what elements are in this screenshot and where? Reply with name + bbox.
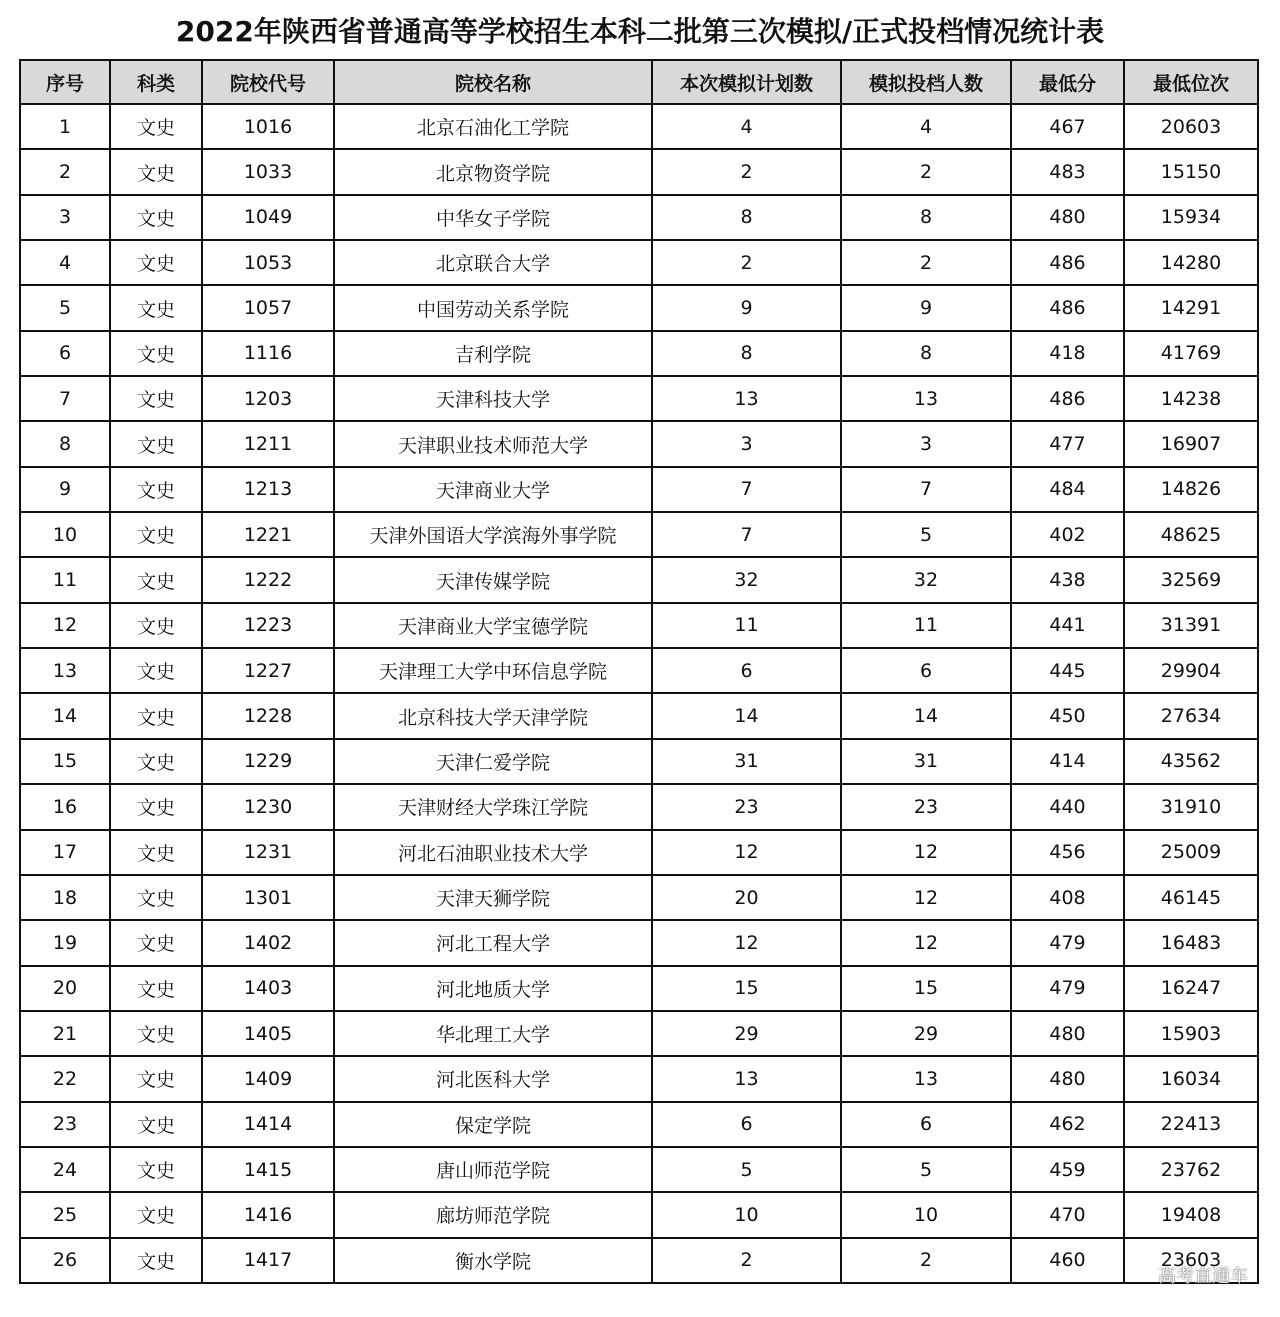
cell-admitted-count: 9 xyxy=(841,285,1011,330)
cell-school-name: 廊坊师范学院 xyxy=(334,1192,652,1237)
cell-min-score: 467 xyxy=(1011,104,1124,149)
cell-category: 文史 xyxy=(110,1102,202,1147)
cell-school-name: 河北石油职业技术大学 xyxy=(334,830,652,875)
cell-plan-count: 10 xyxy=(652,1192,841,1237)
cell-seq: 18 xyxy=(20,875,110,920)
cell-seq: 16 xyxy=(20,784,110,829)
table-row xyxy=(20,149,1258,194)
cell-admitted-count: 15 xyxy=(841,966,1011,1011)
table-header-row xyxy=(20,60,1258,104)
cell-seq: 12 xyxy=(20,603,110,648)
cell-min-rank: 15903 xyxy=(1124,1011,1258,1056)
cell-plan-count: 20 xyxy=(652,875,841,920)
cell-school-code: 1415 xyxy=(202,1147,334,1192)
cell-min-score: 470 xyxy=(1011,1192,1124,1237)
cell-min-rank: 14826 xyxy=(1124,467,1258,512)
cell-plan-count: 32 xyxy=(652,557,841,602)
table-row xyxy=(20,376,1258,421)
cell-category: 文史 xyxy=(110,376,202,421)
cell-school-name: 天津仁爱学院 xyxy=(334,739,652,784)
table-row xyxy=(20,1192,1258,1237)
cell-school-code: 1301 xyxy=(202,875,334,920)
cell-plan-count: 9 xyxy=(652,285,841,330)
cell-school-code: 1116 xyxy=(202,331,334,376)
cell-min-score: 459 xyxy=(1011,1147,1124,1192)
table-row xyxy=(20,648,1258,693)
cell-min-score: 460 xyxy=(1011,1238,1124,1283)
cell-school-name: 北京物资学院 xyxy=(334,149,652,194)
cell-seq: 23 xyxy=(20,1102,110,1147)
cell-min-rank: 15150 xyxy=(1124,149,1258,194)
cell-school-name: 天津商业大学 xyxy=(334,467,652,512)
cell-school-code: 1223 xyxy=(202,603,334,648)
cell-school-code: 1409 xyxy=(202,1056,334,1101)
cell-min-rank: 14238 xyxy=(1124,376,1258,421)
cell-admitted-count: 2 xyxy=(841,1238,1011,1283)
table-row xyxy=(20,920,1258,965)
cell-school-code: 1403 xyxy=(202,966,334,1011)
cell-school-name: 河北地质大学 xyxy=(334,966,652,1011)
cell-plan-count: 4 xyxy=(652,104,841,149)
cell-seq: 19 xyxy=(20,920,110,965)
cell-admitted-count: 6 xyxy=(841,648,1011,693)
cell-plan-count: 29 xyxy=(652,1011,841,1056)
cell-admitted-count: 32 xyxy=(841,557,1011,602)
cell-seq: 8 xyxy=(20,421,110,466)
cell-category: 文史 xyxy=(110,603,202,648)
cell-seq: 13 xyxy=(20,648,110,693)
cell-school-name: 北京联合大学 xyxy=(334,240,652,285)
cell-seq: 1 xyxy=(20,104,110,149)
cell-seq: 7 xyxy=(20,376,110,421)
cell-seq: 5 xyxy=(20,285,110,330)
cell-category: 文史 xyxy=(110,149,202,194)
cell-admitted-count: 7 xyxy=(841,467,1011,512)
table-row xyxy=(20,784,1258,829)
table-row xyxy=(20,830,1258,875)
cell-seq: 2 xyxy=(20,149,110,194)
cell-admitted-count: 2 xyxy=(841,240,1011,285)
cell-min-score: 486 xyxy=(1011,376,1124,421)
cell-plan-count: 8 xyxy=(652,331,841,376)
cell-school-name: 天津传媒学院 xyxy=(334,557,652,602)
cell-min-score: 456 xyxy=(1011,830,1124,875)
cell-school-code: 1417 xyxy=(202,1238,334,1283)
cell-min-score: 483 xyxy=(1011,149,1124,194)
cell-school-name: 中华女子学院 xyxy=(334,195,652,240)
cell-seq: 24 xyxy=(20,1147,110,1192)
cell-school-code: 1033 xyxy=(202,149,334,194)
cell-min-score: 480 xyxy=(1011,1011,1124,1056)
cell-min-score: 414 xyxy=(1011,739,1124,784)
cell-min-rank: 25009 xyxy=(1124,830,1258,875)
cell-seq: 17 xyxy=(20,830,110,875)
cell-school-name: 北京石油化工学院 xyxy=(334,104,652,149)
cell-school-code: 1230 xyxy=(202,784,334,829)
table-row xyxy=(20,1056,1258,1101)
cell-min-score: 450 xyxy=(1011,693,1124,738)
cell-category: 文史 xyxy=(110,512,202,557)
table-row xyxy=(20,195,1258,240)
cell-min-score: 480 xyxy=(1011,195,1124,240)
cell-category: 文史 xyxy=(110,467,202,512)
cell-category: 文史 xyxy=(110,557,202,602)
cell-min-score: 408 xyxy=(1011,875,1124,920)
cell-admitted-count: 6 xyxy=(841,1102,1011,1147)
cell-school-code: 1221 xyxy=(202,512,334,557)
table-row xyxy=(20,104,1258,149)
cell-category: 文史 xyxy=(110,1192,202,1237)
cell-plan-count: 2 xyxy=(652,149,841,194)
cell-plan-count: 5 xyxy=(652,1147,841,1192)
cell-school-code: 1414 xyxy=(202,1102,334,1147)
cell-admitted-count: 13 xyxy=(841,376,1011,421)
cell-school-code: 1416 xyxy=(202,1192,334,1237)
cell-category: 文史 xyxy=(110,240,202,285)
cell-seq: 14 xyxy=(20,693,110,738)
cell-plan-count: 2 xyxy=(652,1238,841,1283)
cell-category: 文史 xyxy=(110,104,202,149)
cell-min-score: 486 xyxy=(1011,240,1124,285)
cell-plan-count: 6 xyxy=(652,648,841,693)
cell-category: 文史 xyxy=(110,648,202,693)
cell-category: 文史 xyxy=(110,195,202,240)
cell-plan-count: 14 xyxy=(652,693,841,738)
cell-school-name: 北京科技大学天津学院 xyxy=(334,693,652,738)
cell-min-score: 440 xyxy=(1011,784,1124,829)
cell-school-name: 华北理工大学 xyxy=(334,1011,652,1056)
cell-admitted-count: 4 xyxy=(841,104,1011,149)
cell-school-name: 唐山师范学院 xyxy=(334,1147,652,1192)
cell-min-score: 484 xyxy=(1011,467,1124,512)
table-row xyxy=(20,240,1258,285)
cell-seq: 11 xyxy=(20,557,110,602)
table-row xyxy=(20,1238,1258,1283)
cell-min-rank: 16034 xyxy=(1124,1056,1258,1101)
cell-min-rank: 22413 xyxy=(1124,1102,1258,1147)
column-header-min-rank: 最低位次 xyxy=(1124,60,1258,104)
cell-admitted-count: 11 xyxy=(841,603,1011,648)
cell-min-score: 441 xyxy=(1011,603,1124,648)
cell-admitted-count: 8 xyxy=(841,195,1011,240)
cell-admitted-count: 5 xyxy=(841,1147,1011,1192)
table-row xyxy=(20,603,1258,648)
cell-min-rank: 14291 xyxy=(1124,285,1258,330)
cell-min-rank: 14280 xyxy=(1124,240,1258,285)
cell-min-score: 480 xyxy=(1011,1056,1124,1101)
cell-admitted-count: 2 xyxy=(841,149,1011,194)
cell-category: 文史 xyxy=(110,830,202,875)
table-row xyxy=(20,693,1258,738)
column-header-admitted-count: 模拟投档人数 xyxy=(841,60,1011,104)
cell-min-score: 477 xyxy=(1011,421,1124,466)
cell-min-rank: 48625 xyxy=(1124,512,1258,557)
cell-category: 文史 xyxy=(110,331,202,376)
cell-min-score: 438 xyxy=(1011,557,1124,602)
cell-school-name: 衡水学院 xyxy=(334,1238,652,1283)
cell-category: 文史 xyxy=(110,875,202,920)
cell-school-code: 1049 xyxy=(202,195,334,240)
cell-min-score: 445 xyxy=(1011,648,1124,693)
table-row xyxy=(20,1102,1258,1147)
table-row xyxy=(20,331,1258,376)
cell-seq: 4 xyxy=(20,240,110,285)
cell-seq: 6 xyxy=(20,331,110,376)
cell-school-name: 天津外国语大学滨海外事学院 xyxy=(334,512,652,557)
cell-min-rank: 16907 xyxy=(1124,421,1258,466)
cell-plan-count: 15 xyxy=(652,966,841,1011)
cell-category: 文史 xyxy=(110,693,202,738)
cell-plan-count: 13 xyxy=(652,1056,841,1101)
table-row xyxy=(20,966,1258,1011)
cell-plan-count: 13 xyxy=(652,376,841,421)
cell-admitted-count: 14 xyxy=(841,693,1011,738)
cell-plan-count: 23 xyxy=(652,784,841,829)
cell-category: 文史 xyxy=(110,739,202,784)
cell-school-name: 天津天狮学院 xyxy=(334,875,652,920)
table-row xyxy=(20,739,1258,784)
cell-seq: 3 xyxy=(20,195,110,240)
cell-plan-count: 7 xyxy=(652,512,841,557)
cell-category: 文史 xyxy=(110,784,202,829)
cell-min-rank: 23762 xyxy=(1124,1147,1258,1192)
cell-min-rank: 23603 xyxy=(1124,1238,1258,1283)
cell-plan-count: 11 xyxy=(652,603,841,648)
cell-min-score: 486 xyxy=(1011,285,1124,330)
cell-min-rank: 46145 xyxy=(1124,875,1258,920)
cell-min-score: 479 xyxy=(1011,966,1124,1011)
cell-min-score: 479 xyxy=(1011,920,1124,965)
cell-school-code: 1057 xyxy=(202,285,334,330)
table-row xyxy=(20,1147,1258,1192)
cell-min-score: 418 xyxy=(1011,331,1124,376)
cell-admitted-count: 12 xyxy=(841,830,1011,875)
table-row xyxy=(20,1011,1258,1056)
cell-plan-count: 8 xyxy=(652,195,841,240)
cell-school-name: 天津职业技术师范大学 xyxy=(334,421,652,466)
cell-school-name: 天津理工大学中环信息学院 xyxy=(334,648,652,693)
cell-category: 文史 xyxy=(110,421,202,466)
cell-seq: 22 xyxy=(20,1056,110,1101)
cell-admitted-count: 12 xyxy=(841,875,1011,920)
cell-min-rank: 31910 xyxy=(1124,784,1258,829)
cell-school-name: 天津商业大学宝德学院 xyxy=(334,603,652,648)
cell-admitted-count: 5 xyxy=(841,512,1011,557)
admission-stats-table xyxy=(19,59,1259,1284)
cell-min-rank: 16247 xyxy=(1124,966,1258,1011)
cell-admitted-count: 29 xyxy=(841,1011,1011,1056)
column-header-plan-count: 本次模拟计划数 xyxy=(652,60,841,104)
cell-school-code: 1016 xyxy=(202,104,334,149)
cell-plan-count: 31 xyxy=(652,739,841,784)
column-header-seq: 序号 xyxy=(20,60,110,104)
cell-school-code: 1222 xyxy=(202,557,334,602)
cell-admitted-count: 3 xyxy=(841,421,1011,466)
cell-school-name: 保定学院 xyxy=(334,1102,652,1147)
cell-seq: 21 xyxy=(20,1011,110,1056)
cell-category: 文史 xyxy=(110,1238,202,1283)
cell-school-code: 1053 xyxy=(202,240,334,285)
cell-admitted-count: 12 xyxy=(841,920,1011,965)
cell-min-rank: 29904 xyxy=(1124,648,1258,693)
table-row xyxy=(20,285,1258,330)
cell-min-rank: 27634 xyxy=(1124,693,1258,738)
table-row xyxy=(20,557,1258,602)
cell-min-rank: 31391 xyxy=(1124,603,1258,648)
column-header-school-code: 院校代号 xyxy=(202,60,334,104)
cell-school-code: 1227 xyxy=(202,648,334,693)
cell-school-code: 1402 xyxy=(202,920,334,965)
column-header-category: 科类 xyxy=(110,60,202,104)
cell-min-rank: 16483 xyxy=(1124,920,1258,965)
cell-school-name: 河北医科大学 xyxy=(334,1056,652,1101)
cell-seq: 25 xyxy=(20,1192,110,1237)
cell-seq: 26 xyxy=(20,1238,110,1283)
table-body xyxy=(20,104,1258,1283)
cell-school-code: 1203 xyxy=(202,376,334,421)
cell-seq: 9 xyxy=(20,467,110,512)
cell-school-code: 1231 xyxy=(202,830,334,875)
cell-admitted-count: 8 xyxy=(841,331,1011,376)
cell-seq: 10 xyxy=(20,512,110,557)
cell-category: 文史 xyxy=(110,920,202,965)
cell-category: 文史 xyxy=(110,1011,202,1056)
column-header-school-name: 院校名称 xyxy=(334,60,652,104)
table-row xyxy=(20,421,1258,466)
cell-admitted-count: 31 xyxy=(841,739,1011,784)
cell-admitted-count: 13 xyxy=(841,1056,1011,1101)
cell-min-score: 462 xyxy=(1011,1102,1124,1147)
cell-school-code: 1211 xyxy=(202,421,334,466)
cell-admitted-count: 23 xyxy=(841,784,1011,829)
cell-plan-count: 12 xyxy=(652,830,841,875)
cell-category: 文史 xyxy=(110,1147,202,1192)
cell-min-rank: 15934 xyxy=(1124,195,1258,240)
cell-min-rank: 41769 xyxy=(1124,331,1258,376)
cell-plan-count: 7 xyxy=(652,467,841,512)
cell-school-name: 中国劳动关系学院 xyxy=(334,285,652,330)
cell-school-name: 河北工程大学 xyxy=(334,920,652,965)
watermark: 高考直通车 xyxy=(1158,1266,1248,1287)
cell-seq: 15 xyxy=(20,739,110,784)
cell-seq: 20 xyxy=(20,966,110,1011)
cell-min-score: 402 xyxy=(1011,512,1124,557)
cell-min-rank: 19408 xyxy=(1124,1192,1258,1237)
column-header-min-score: 最低分 xyxy=(1011,60,1124,104)
cell-min-rank: 32569 xyxy=(1124,557,1258,602)
cell-min-rank: 20603 xyxy=(1124,104,1258,149)
cell-school-name: 吉利学院 xyxy=(334,331,652,376)
cell-school-code: 1229 xyxy=(202,739,334,784)
table-row xyxy=(20,512,1258,557)
cell-category: 文史 xyxy=(110,1056,202,1101)
page-title: 2022年陕西省普通高等学校招生本科二批第三次模拟/正式投档情况统计表 xyxy=(175,15,1105,48)
cell-plan-count: 3 xyxy=(652,421,841,466)
cell-category: 文史 xyxy=(110,966,202,1011)
cell-min-rank: 43562 xyxy=(1124,739,1258,784)
table-row xyxy=(20,875,1258,920)
cell-school-name: 天津科技大学 xyxy=(334,376,652,421)
cell-school-code: 1228 xyxy=(202,693,334,738)
cell-category: 文史 xyxy=(110,285,202,330)
cell-plan-count: 12 xyxy=(652,920,841,965)
cell-school-code: 1405 xyxy=(202,1011,334,1056)
cell-plan-count: 6 xyxy=(652,1102,841,1147)
cell-school-name: 天津财经大学珠江学院 xyxy=(334,784,652,829)
cell-school-code: 1213 xyxy=(202,467,334,512)
table-row xyxy=(20,467,1258,512)
cell-plan-count: 2 xyxy=(652,240,841,285)
cell-admitted-count: 10 xyxy=(841,1192,1011,1237)
